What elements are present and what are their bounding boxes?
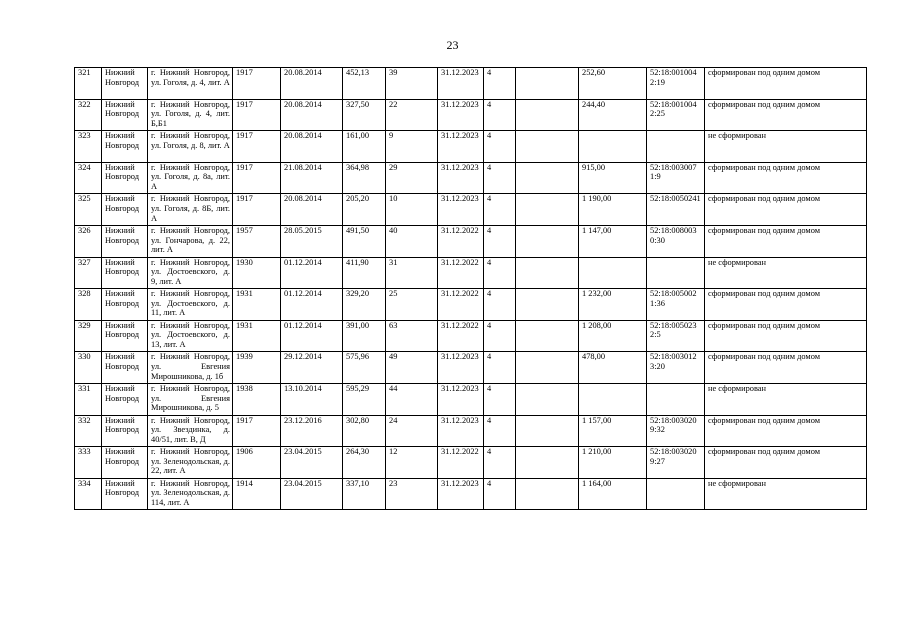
- address-cell: г. Нижний Новгород, ул. Достоевского, д. 11, лит. А: [148, 289, 233, 321]
- living-area-cell: 491,50: [343, 225, 386, 257]
- cadastral-number-cell: 52:18:0030209:27: [647, 447, 705, 479]
- table-row: [75, 447, 867, 479]
- code-cell: 4: [484, 289, 516, 321]
- deadline-cell: 31.12.2022: [438, 447, 484, 479]
- land-area-cell: 1 208,00: [579, 320, 647, 352]
- living-area-cell: 411,90: [343, 257, 386, 289]
- year-built-cell: 1914: [233, 478, 281, 510]
- address-cell: г. Нижний Новгород, ул. Звездинка, д. 40/51, лит. В, Д: [148, 415, 233, 447]
- row-number-cell: 326: [75, 225, 102, 257]
- residents-count-cell: 29: [386, 162, 438, 194]
- city-cell: Нижний Новгород: [102, 415, 148, 447]
- year-built-cell: 1917: [233, 162, 281, 194]
- table-row: [75, 99, 867, 131]
- city-cell: Нижний Новгород: [102, 320, 148, 352]
- code-cell: 4: [484, 99, 516, 131]
- empty-cell: [516, 68, 579, 100]
- page-number: 23: [446, 38, 459, 52]
- address-cell: г. Нижний Новгород, ул. Зеленодольская, д. 22, лит. А: [148, 447, 233, 479]
- residents-count-cell: 22: [386, 99, 438, 131]
- cadastral-number-cell: 52:18:0050021:36: [647, 289, 705, 321]
- deadline-cell: 31.12.2023: [438, 478, 484, 510]
- land-area-cell: [579, 257, 647, 289]
- cadastral-number-cell: [647, 478, 705, 510]
- living-area-cell: 327,50: [343, 99, 386, 131]
- land-area-cell: 1 190,00: [579, 194, 647, 226]
- year-built-cell: 1931: [233, 320, 281, 352]
- land-status-cell: сформирован под одним домом: [705, 447, 867, 479]
- land-status-cell: не сформирован: [705, 478, 867, 510]
- living-area-cell: 205,20: [343, 194, 386, 226]
- table-row: [75, 131, 867, 163]
- recognition-date-cell: 01.12.2014: [281, 289, 343, 321]
- living-area-cell: 329,20: [343, 289, 386, 321]
- residents-count-cell: 9: [386, 131, 438, 163]
- land-status-cell: сформирован под одним домом: [705, 225, 867, 257]
- living-area-cell: 337,10: [343, 478, 386, 510]
- recognition-date-cell: 01.12.2014: [281, 320, 343, 352]
- land-status-cell: сформирован под одним домом: [705, 162, 867, 194]
- row-number-cell: 327: [75, 257, 102, 289]
- table-row: [75, 383, 867, 415]
- recognition-date-cell: 21.08.2014: [281, 162, 343, 194]
- land-status-cell: сформирован под одним домом: [705, 194, 867, 226]
- deadline-cell: 31.12.2023: [438, 99, 484, 131]
- empty-cell: [516, 383, 579, 415]
- year-built-cell: 1906: [233, 447, 281, 479]
- cadastral-number-cell: 52:18:0030071:9: [647, 162, 705, 194]
- empty-cell: [516, 257, 579, 289]
- cadastral-number-cell: 52:18:0010042:19: [647, 68, 705, 100]
- city-cell: Нижний Новгород: [102, 289, 148, 321]
- table-row: [75, 68, 867, 100]
- table-row: [75, 225, 867, 257]
- city-cell: Нижний Новгород: [102, 447, 148, 479]
- recognition-date-cell: 13.10.2014: [281, 383, 343, 415]
- residents-count-cell: 40: [386, 225, 438, 257]
- land-status-cell: сформирован под одним домом: [705, 320, 867, 352]
- year-built-cell: 1917: [233, 99, 281, 131]
- residents-count-cell: 23: [386, 478, 438, 510]
- year-built-cell: 1930: [233, 257, 281, 289]
- land-area-cell: 1 164,00: [579, 478, 647, 510]
- living-area-cell: 161,00: [343, 131, 386, 163]
- address-cell: г. Нижний Новгород, ул. Гоголя, д. 8, лит. А: [148, 131, 233, 163]
- living-area-cell: 391,00: [343, 320, 386, 352]
- recognition-date-cell: 01.12.2014: [281, 257, 343, 289]
- city-cell: Нижний Новгород: [102, 99, 148, 131]
- city-cell: Нижний Новгород: [102, 352, 148, 384]
- address-cell: г. Нижний Новгород, ул. Евгения Мирошникова, д. 5: [148, 383, 233, 415]
- cadastral-number-cell: [647, 257, 705, 289]
- row-number-cell: 322: [75, 99, 102, 131]
- cadastral-number-cell: 52:18:0030209:32: [647, 415, 705, 447]
- row-number-cell: 324: [75, 162, 102, 194]
- code-cell: 4: [484, 478, 516, 510]
- address-cell: г. Нижний Новгород, ул. Гоголя, д. 4, лит. Б,Б1: [148, 99, 233, 131]
- land-status-cell: сформирован под одним домом: [705, 68, 867, 100]
- address-cell: г. Нижний Новгород, ул. Гоголя, д. 8Б, лит. А: [148, 194, 233, 226]
- cadastral-number-cell: 52:18:0050232:5: [647, 320, 705, 352]
- housing-registry-table: [74, 67, 867, 510]
- code-cell: 4: [484, 352, 516, 384]
- living-area-cell: 452,13: [343, 68, 386, 100]
- deadline-cell: 31.12.2023: [438, 415, 484, 447]
- empty-cell: [516, 225, 579, 257]
- city-cell: Нижний Новгород: [102, 383, 148, 415]
- residents-count-cell: 39: [386, 68, 438, 100]
- land-status-cell: не сформирован: [705, 383, 867, 415]
- row-number-cell: 334: [75, 478, 102, 510]
- land-status-cell: сформирован под одним домом: [705, 352, 867, 384]
- code-cell: 4: [484, 68, 516, 100]
- year-built-cell: 1917: [233, 68, 281, 100]
- land-status-cell: сформирован под одним домом: [705, 415, 867, 447]
- land-area-cell: 1 157,00: [579, 415, 647, 447]
- table-row: [75, 194, 867, 226]
- recognition-date-cell: 23.04.2015: [281, 447, 343, 479]
- address-cell: г. Нижний Новгород, ул. Гоголя, д. 8а, лит. А: [148, 162, 233, 194]
- living-area-cell: 575,96: [343, 352, 386, 384]
- land-area-cell: 1 232,00: [579, 289, 647, 321]
- empty-cell: [516, 289, 579, 321]
- land-status-cell: сформирован под одним домом: [705, 289, 867, 321]
- recognition-date-cell: 23.12.2016: [281, 415, 343, 447]
- year-built-cell: 1939: [233, 352, 281, 384]
- row-number-cell: 332: [75, 415, 102, 447]
- cadastral-number-cell: 52:18:0030123:20: [647, 352, 705, 384]
- land-area-cell: 252,60: [579, 68, 647, 100]
- cadastral-number-cell: [647, 131, 705, 163]
- table-row: [75, 352, 867, 384]
- row-number-cell: 331: [75, 383, 102, 415]
- row-number-cell: 323: [75, 131, 102, 163]
- code-cell: 4: [484, 320, 516, 352]
- table-row: [75, 415, 867, 447]
- land-area-cell: 1 210,00: [579, 447, 647, 479]
- residents-count-cell: 49: [386, 352, 438, 384]
- residents-count-cell: 10: [386, 194, 438, 226]
- living-area-cell: 302,80: [343, 415, 386, 447]
- empty-cell: [516, 478, 579, 510]
- year-built-cell: 1917: [233, 194, 281, 226]
- table-row: [75, 478, 867, 510]
- city-cell: Нижний Новгород: [102, 68, 148, 100]
- deadline-cell: 31.12.2022: [438, 257, 484, 289]
- living-area-cell: 595,29: [343, 383, 386, 415]
- code-cell: 4: [484, 383, 516, 415]
- deadline-cell: 31.12.2023: [438, 194, 484, 226]
- land-area-cell: 1 147,00: [579, 225, 647, 257]
- empty-cell: [516, 99, 579, 131]
- recognition-date-cell: 28.05.2015: [281, 225, 343, 257]
- residents-count-cell: 12: [386, 447, 438, 479]
- land-area-cell: [579, 131, 647, 163]
- year-built-cell: 1931: [233, 289, 281, 321]
- recognition-date-cell: 20.08.2014: [281, 68, 343, 100]
- deadline-cell: 31.12.2023: [438, 352, 484, 384]
- row-number-cell: 333: [75, 447, 102, 479]
- year-built-cell: 1938: [233, 383, 281, 415]
- empty-cell: [516, 320, 579, 352]
- code-cell: 4: [484, 257, 516, 289]
- cadastral-number-cell: 52:18:0050241: [647, 194, 705, 226]
- deadline-cell: 31.12.2023: [438, 383, 484, 415]
- city-cell: Нижний Новгород: [102, 225, 148, 257]
- city-cell: Нижний Новгород: [102, 478, 148, 510]
- residents-count-cell: 63: [386, 320, 438, 352]
- city-cell: Нижний Новгород: [102, 162, 148, 194]
- empty-cell: [516, 415, 579, 447]
- recognition-date-cell: 20.08.2014: [281, 131, 343, 163]
- empty-cell: [516, 447, 579, 479]
- code-cell: 4: [484, 447, 516, 479]
- deadline-cell: 31.12.2022: [438, 225, 484, 257]
- cadastral-number-cell: 52:18:0080030:30: [647, 225, 705, 257]
- table-row: [75, 289, 867, 321]
- row-number-cell: 329: [75, 320, 102, 352]
- recognition-date-cell: 20.08.2014: [281, 99, 343, 131]
- deadline-cell: 31.12.2023: [438, 68, 484, 100]
- land-status-cell: сформирован под одним домом: [705, 99, 867, 131]
- empty-cell: [516, 352, 579, 384]
- recognition-date-cell: 23.04.2015: [281, 478, 343, 510]
- code-cell: 4: [484, 162, 516, 194]
- address-cell: г. Нижний Новгород, ул. Зеленодольская, д. 114, лит. А: [148, 478, 233, 510]
- land-area-cell: 478,00: [579, 352, 647, 384]
- year-built-cell: 1917: [233, 415, 281, 447]
- address-cell: г. Нижний Новгород, ул. Достоевского, д. 13, лит. А: [148, 320, 233, 352]
- living-area-cell: 364,98: [343, 162, 386, 194]
- table-row: [75, 162, 867, 194]
- address-cell: г. Нижний Новгород, ул. Гончарова, д. 22, лит. А: [148, 225, 233, 257]
- city-cell: Нижний Новгород: [102, 257, 148, 289]
- living-area-cell: 264,30: [343, 447, 386, 479]
- code-cell: 4: [484, 194, 516, 226]
- deadline-cell: 31.12.2022: [438, 289, 484, 321]
- row-number-cell: 328: [75, 289, 102, 321]
- year-built-cell: 1917: [233, 131, 281, 163]
- residents-count-cell: 24: [386, 415, 438, 447]
- land-area-cell: 915,00: [579, 162, 647, 194]
- recognition-date-cell: 20.08.2014: [281, 194, 343, 226]
- land-area-cell: [579, 383, 647, 415]
- recognition-date-cell: 29.12.2014: [281, 352, 343, 384]
- empty-cell: [516, 131, 579, 163]
- code-cell: 4: [484, 131, 516, 163]
- residents-count-cell: 31: [386, 257, 438, 289]
- land-status-cell: не сформирован: [705, 131, 867, 163]
- deadline-cell: 31.12.2023: [438, 162, 484, 194]
- empty-cell: [516, 194, 579, 226]
- residents-count-cell: 25: [386, 289, 438, 321]
- address-cell: г. Нижний Новгород, ул. Гоголя, д. 4, лит. А: [148, 68, 233, 100]
- land-status-cell: не сформирован: [705, 257, 867, 289]
- cadastral-number-cell: [647, 383, 705, 415]
- address-cell: г. Нижний Новгород, ул. Евгения Мирошникова, д. 1б: [148, 352, 233, 384]
- code-cell: 4: [484, 225, 516, 257]
- address-cell: г. Нижний Новгород, ул. Достоевского, д. 9, лит. А: [148, 257, 233, 289]
- table-row: [75, 320, 867, 352]
- deadline-cell: 31.12.2023: [438, 131, 484, 163]
- empty-cell: [516, 162, 579, 194]
- city-cell: Нижний Новгород: [102, 194, 148, 226]
- code-cell: 4: [484, 415, 516, 447]
- row-number-cell: 325: [75, 194, 102, 226]
- table-row: [75, 257, 867, 289]
- cadastral-number-cell: 52:18:0010042:25: [647, 99, 705, 131]
- row-number-cell: 330: [75, 352, 102, 384]
- table-body: [75, 68, 867, 510]
- row-number-cell: 321: [75, 68, 102, 100]
- city-cell: Нижний Новгород: [102, 131, 148, 163]
- deadline-cell: 31.12.2022: [438, 320, 484, 352]
- residents-count-cell: 44: [386, 383, 438, 415]
- year-built-cell: 1957: [233, 225, 281, 257]
- land-area-cell: 244,40: [579, 99, 647, 131]
